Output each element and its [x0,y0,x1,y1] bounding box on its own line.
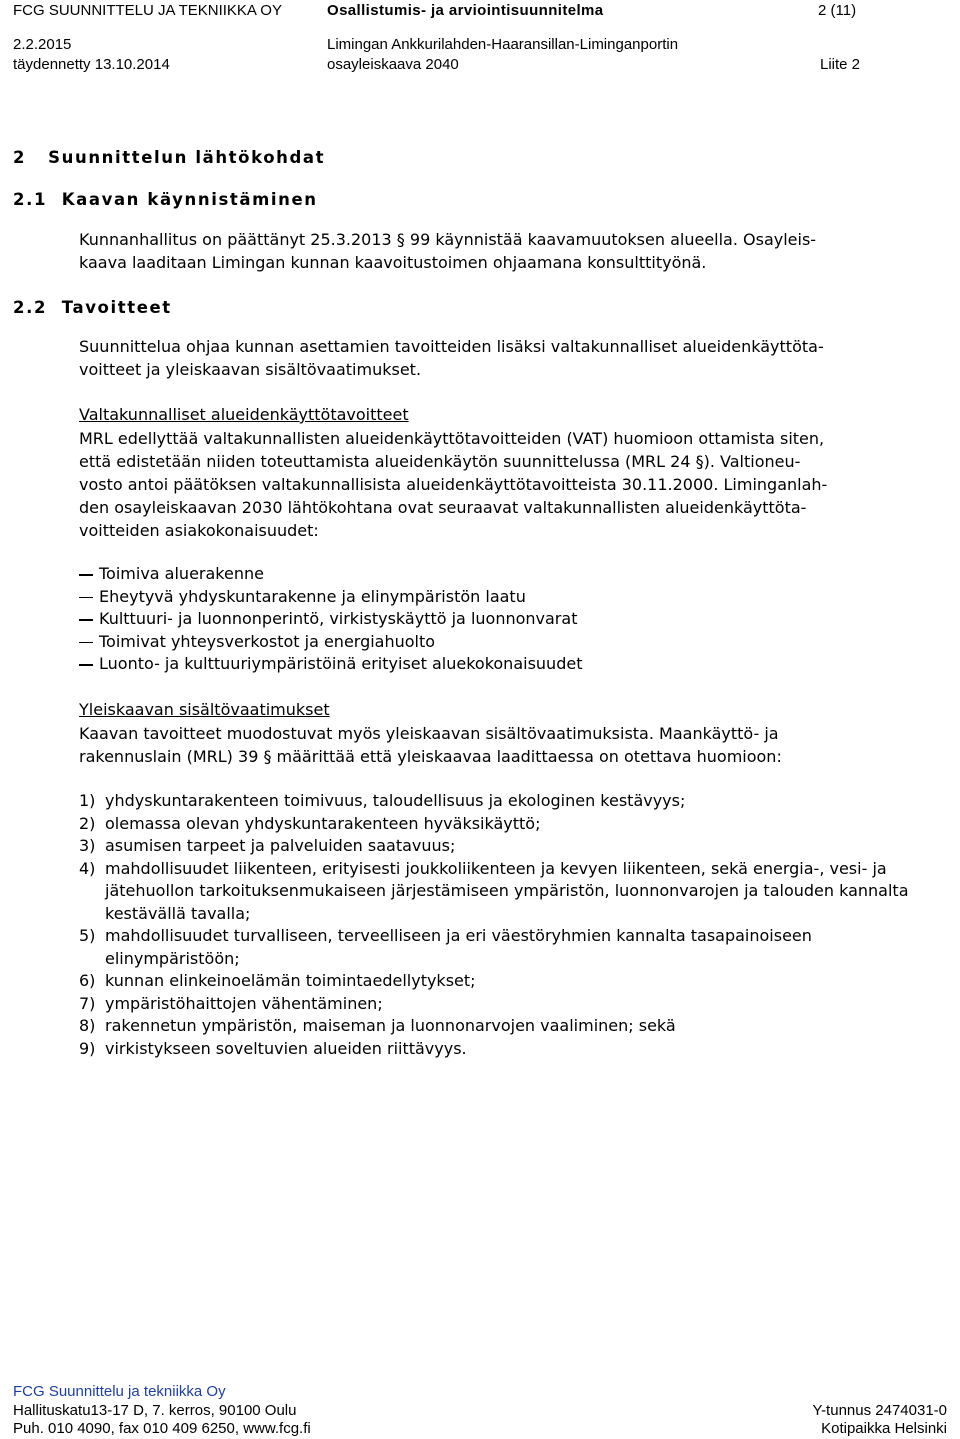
list-item-number: 1) [79,791,96,810]
list-item [79,970,952,993]
list-item-number: 5) [79,926,96,945]
requirements-paragraph-line1: Kaavan tavoitteet muodostuvat myös yleiskaavan sisältövaatimuksista. Maankäyttö- ja [79,724,779,743]
list-item [79,1015,952,1038]
list-item [79,925,945,970]
vat-paragraph-line3: vosto antoi päätöksen valtakunnallisista alueidenkäyttötavoitteista 30.11.2000. Liminganlah- [79,475,828,494]
requirements-list [79,790,952,1060]
requirements-paragraph-line2: rakennuslain (MRL) 39 § määrittää että yleiskaavaa laadittaessa on otettava huomioon: [79,747,782,766]
list-item: Toimiva aluerakenne [79,563,582,586]
section-2-1-heading [13,189,318,211]
list-item-number: 3) [79,836,96,855]
section-2-1-number: 2.1 [13,190,48,209]
section-2-2-number: 2.2 [13,298,48,317]
requirements-heading: Yleiskaavan sisältövaatimukset [79,700,330,719]
list-item-text: mahdollisuudet liikenteen, erityisesti joukkoliikenteen ja kevyen liikenteen, sekä energia-, vesi- ja jätehuollon tarkoituksenmukaiseen järjestämiseen ympäristön, luonnonvarojen ja talouden kannalta kestävällä tavalla; [105,858,909,923]
list-item: Kulttuuri- ja luonnonperintö, virkistyskäyttö ja luonnonvarat [79,608,582,631]
header-project-line1: Limingan Ankkurilahden-Haaransillan-Liminganportin [327,36,679,53]
footer-contact: Puh. 010 4090, fax 010 409 6250, www.fcg.fi [13,1420,311,1437]
list-item-text: ympäristöhaittojen vähentäminen; [105,993,383,1013]
list-item-number: 7) [79,993,96,1013]
section-2-number: 2 [13,148,27,167]
header-date: 2.2.2015 [13,36,72,53]
list-item: Luonto- ja kulttuuriympäristöinä erityiset aluekokonaisuudet [79,653,582,676]
section-2-2-paragraph-line2: voitteet ja yleiskaavan sisältövaatimukset. [79,360,422,379]
section-2-2-title: Tavoitteet [61,298,172,317]
footer-company: FCG Suunnittelu ja tekniikka Oy [13,1383,226,1400]
section-2-1-paragraph-line1: Kunnanhallitus on päättänyt 25.3.2013 § 99 käynnistää kaavamuutoksen alueella. Osayleis- [79,230,817,249]
list-item-text: kunnan elinkeinoelämän toimintaedellytykset; [105,971,476,990]
list-item [79,858,945,926]
list-item-text: virkistykseen soveltuvien alueiden riittävyys. [105,1038,467,1058]
header-appendix: Liite 2 [820,56,861,73]
list-item [79,835,952,858]
list-item [79,813,952,836]
vat-paragraph-line1: MRL edellyttää valtakunnallisten alueidenkäyttötavoitteiden (VAT) huomioon ottamista siten, [79,429,825,448]
list-item-number: 4) [79,858,96,878]
list-item [79,1038,952,1061]
list-item-number: 2) [79,813,96,833]
list-item: Eheytyvä yhdyskuntarakenne ja elinympäristön laatu [79,586,582,609]
list-item-text: olemassa olevan yhdyskuntarakenteen hyväksikäyttö; [105,813,541,833]
vat-topic-list [79,563,582,676]
list-item-number: 6) [79,971,96,990]
section-2-2-heading [13,297,172,319]
header-page-number: 2 (11) [818,2,857,19]
list-item: Toimivat yhteysverkostot ja energiahuolto [79,631,582,654]
list-item-number: 9) [79,1038,96,1058]
vat-paragraph-line5: voitteiden asiakokonaisuudet: [79,521,319,540]
section-2-title: Suunnittelun lähtökohdat [48,148,326,167]
vat-paragraph-line4: den osayleiskaavan 2030 lähtökohtana ovat seuraavat valtakunnallisten alueidenkäyttöta- [79,498,807,517]
header-project-line2: osayleiskaava 2040 [327,56,459,73]
footer-address: Hallituskatu13-17 D, 7. kerros, 90100 Oulu [13,1402,297,1419]
list-item [79,790,952,813]
section-2-1-paragraph-line2: kaava laaditaan Limingan kunnan kaavoitustoimen ohjaamana konsulttityönä. [79,253,707,272]
footer-business-id: Y-tunnus 2474031-0 [812,1402,947,1419]
list-item-text: mahdollisuudet turvalliseen, terveelliseen ja eri väestöryhmien kannalta tasapainoiseen elinympäristöön; [105,926,812,968]
vat-paragraph-line2: että edistetään niiden toteuttamista alueidenkäytön suunnittelussa (MRL 24 §). Valtioneu- [79,452,801,471]
list-item-text: asumisen tarpeet ja palveluiden saatavuus; [105,836,456,855]
header-updated: täydennetty 13.10.2014 [13,56,170,73]
list-item [79,993,952,1016]
vat-heading: Valtakunnalliset alueidenkäyttötavoitteet [79,405,409,424]
list-item-text: yhdyskuntarakenteen toimivuus, taloudellisuus ja ekologinen kestävyys; [105,791,686,810]
list-item-text: rakennetun ympäristön, maiseman ja luonnonarvojen vaaliminen; sekä [105,1016,676,1035]
header-company: FCG SUUNNITTELU JA TEKNIIKKA OY [13,2,282,19]
section-2-heading [13,147,325,169]
footer-domicile: Kotipaikka Helsinki [821,1420,947,1437]
section-2-1-title: Kaavan käynnistäminen [61,190,318,209]
header-document-title: Osallistumis- ja arviointisuunnitelma [327,2,604,19]
list-item-number: 8) [79,1016,96,1035]
section-2-2-paragraph-line1: Suunnittelua ohjaa kunnan asettamien tavoitteiden lisäksi valtakunnalliset alueidenkäyttöta- [79,337,824,356]
